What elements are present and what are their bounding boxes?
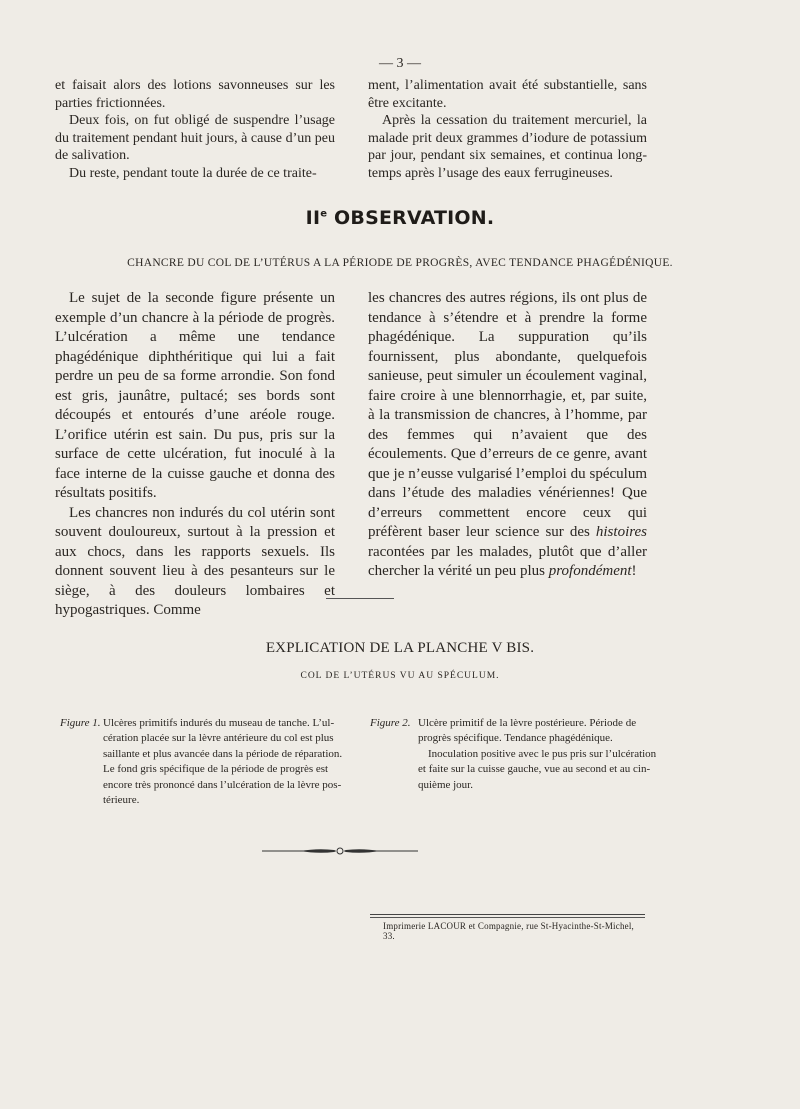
caption-line: progrès spécifique. Tendance phagédénique. [418, 732, 613, 745]
observation-heading [0, 207, 800, 229]
figure-label: Figure 1. [60, 717, 101, 729]
printer-imprint: Imprimerie LACOUR et Compagnie, rue St-Hyacinthe-St-Michel, 33. [383, 921, 634, 941]
ornamental-flourish [260, 845, 420, 857]
caption-line: cération placée sur la lèvre antérieure du col est plus [103, 732, 334, 745]
caption-line: Le fond gris spécifique de la période de progrès est [103, 763, 329, 776]
footer-rule [370, 917, 645, 918]
paragraph: et faisait alors des lotions savonneuses sur les parties frictionnées. [55, 78, 335, 111]
caption-line: quième jour. [418, 778, 473, 791]
paragraph: Du reste, pendant toute la durée de ce traite- [69, 165, 317, 181]
caption-line: saillante et plus avancée dans la période de réparation. [103, 747, 343, 760]
observation-left-column [55, 289, 335, 621]
explication-subtitle: COL DE L’UTÉRUS VU AU SPÉCULUM. [300, 671, 500, 681]
observation-right-column [368, 289, 647, 582]
explication-title: EXPLICATION DE LA PLANCHE V BIS. [265, 640, 535, 656]
paragraph-text: racontées par les malades, plutôt que d’aller chercher la vérité un peu plus [368, 543, 647, 579]
figure-text [418, 716, 658, 793]
caption-line: Ulcère primitif de la lèvre postérieure. Période de [418, 717, 637, 729]
observation-superscript: e [320, 208, 328, 220]
page-number: — 3 — [379, 56, 421, 71]
paragraph [368, 289, 647, 582]
caption-line: et faite sur la cuisse gauche, vue au second et au cin- [418, 763, 651, 776]
emphasis-profondement: profondément [548, 563, 632, 579]
paragraph: Après la cessation du traitement mercuriel, la malade prit deux grammes d’iodure de potassium par jour, pendant six semaines, et continua long-temps après l’usage des eaux ferrugineuses. [368, 113, 647, 181]
top-left-column [55, 77, 335, 183]
caption-line: Ulcères primitifs indurés du museau de tanche. L’ul- [103, 717, 335, 729]
paragraph: Deux fois, on fut obligé de suspendre l’usage du traitement pendant huit jours, à cause d’un peu de salivation. [55, 113, 335, 164]
caption-line: Inoculation positive avec le pus pris sur l’ulcération [428, 747, 657, 760]
paragraph-text: les chancres des autres régions, ils ont plus de tendance à s’étendre et à prendre la forme phagédénique. La suppuration qu’ils fournissent, plus abondante, quelquefois sanieuse, peut simuler un écoulement vaginal, faire croire à une blennorrhagie, et, par suite, à la transmission de chancres, à l’homme, par des femmes qui n’avaient que des écoulements. Que d’erreurs de ce genre, avant que je n’eusse vulgarisé l’emploi du spéculum dans l’étude des maladies vénériennes! Que d’erreurs commettent encore ceux qui préfèrent baser leur science sur des [368, 290, 647, 540]
observation-subtitle: CHANCRE DU COL DE L’UTÉRUS A LA PÉRIODE DE PROGRÈS, AVEC TENDANCE PHAGÉDÉNIQUE. [127, 257, 673, 269]
paragraph: ment, l’alimentation avait été substantielle, sans être excitante. [368, 78, 647, 111]
caption-line: térieure. [103, 794, 140, 807]
figure-text [103, 716, 350, 808]
emphasis-histoires: histoires [595, 524, 648, 540]
section-divider [326, 598, 394, 599]
top-right-column [368, 77, 647, 183]
caption-line: encore très prononcé dans l’ulcération de la lèvre pos- [103, 778, 342, 791]
footer-rule [370, 914, 645, 915]
figure-label: Figure 2. [370, 717, 411, 729]
observation-numeral: II [305, 207, 321, 229]
observation-title: OBSERVATION. [334, 207, 495, 229]
paragraph: Les chancres non indurés du col utérin sont souvent douloureux, surtout à la pression et aux chocs, dans les rapports sexuels. Ils donnent souvent lieu à des pesanteurs sur le siège, à des douleurs lombaires et hypogastriques. Comme [55, 504, 335, 618]
paragraph: Le sujet de la seconde figure présente un exemple d’un chancre à la période de progrès. L’ulcération a même une tendance phagédénique diphthéritique qui lui a fait perdre un peu de sa forme arrondie. Son fond est gris, jaunâtre, pultacé; ses bords sont découpés et entourés d’une aréole rouge. L’orifice utérin est sain. Du pus, pris sur la surface de cette ulcération, fut inoculé à la face interne de la cuisse gauche et donna des résultats positifs. [55, 290, 335, 501]
paragraph-end: ! [631, 563, 637, 579]
